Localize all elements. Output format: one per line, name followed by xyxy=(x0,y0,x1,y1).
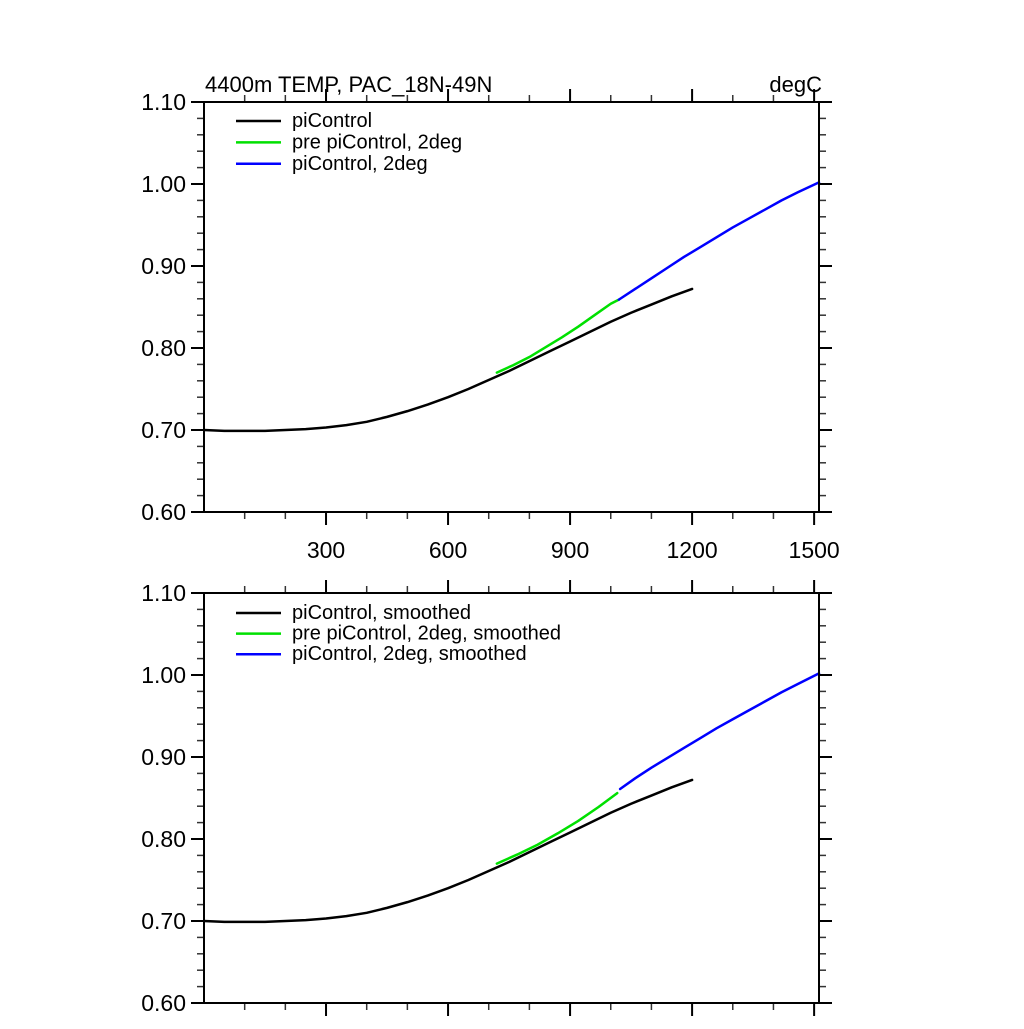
legend-label: piControl, smoothed xyxy=(292,602,471,624)
y-tick-label: 0.90 xyxy=(141,253,186,279)
y-tick-label: 0.80 xyxy=(141,335,186,361)
chart-top xyxy=(141,72,839,563)
chart-bottom-series xyxy=(204,673,819,921)
chart-bottom xyxy=(141,580,832,1016)
y-tick-label: 0.70 xyxy=(141,417,186,443)
chart-top-units-label: degC xyxy=(769,72,822,97)
series-line xyxy=(619,182,819,299)
y-tick-label: 1.00 xyxy=(141,171,186,197)
series-line xyxy=(204,289,692,431)
legend-label: pre piControl, 2deg xyxy=(292,131,463,154)
y-tick-label: 1.10 xyxy=(141,89,186,115)
series-line xyxy=(497,300,619,373)
series-line xyxy=(620,673,819,789)
chart-top-series xyxy=(204,182,819,430)
legend-label: piControl, 2deg xyxy=(292,152,428,175)
y-tick-label: 0.60 xyxy=(141,990,186,1016)
x-tick-label: 900 xyxy=(550,537,590,563)
chart-top-title: 4400m TEMP, PAC_18N-49N xyxy=(205,72,493,97)
y-tick-label: 0.60 xyxy=(141,499,186,525)
legend-label: piControl, 2deg, smoothed xyxy=(292,643,527,666)
x-tick-label: 1500 xyxy=(788,537,840,563)
y-tick-label: 1.10 xyxy=(141,580,186,606)
y-tick-label: 0.90 xyxy=(141,744,186,770)
series-line xyxy=(204,780,692,922)
x-tick-label: 600 xyxy=(428,537,468,563)
y-tick-label: 0.70 xyxy=(141,908,186,934)
legend-label: piControl xyxy=(292,110,373,132)
chart-top-ticks xyxy=(141,89,839,563)
chart-bottom-legend xyxy=(236,602,561,665)
x-tick-label: 300 xyxy=(306,537,346,563)
legend-label: pre piControl, 2deg, smoothed xyxy=(292,622,562,645)
x-tick-label: 1200 xyxy=(666,537,718,563)
y-tick-label: 0.80 xyxy=(141,826,186,852)
chart-top-legend xyxy=(236,110,462,175)
series-line xyxy=(497,793,617,864)
y-tick-label: 1.00 xyxy=(141,662,186,688)
